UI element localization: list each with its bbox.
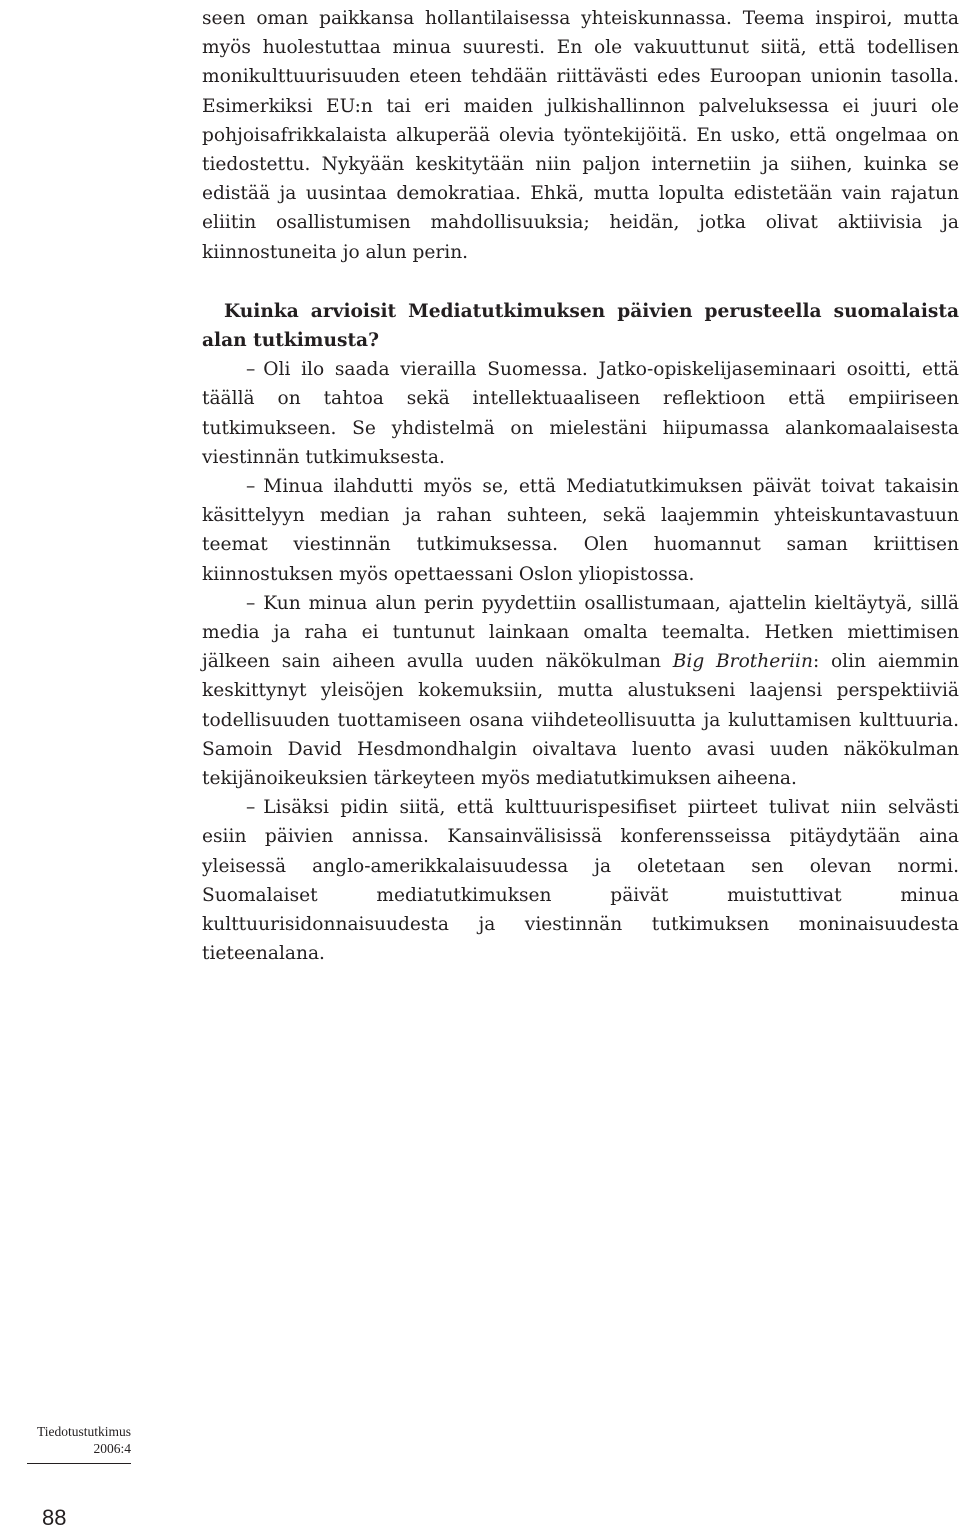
interview-question: Kuinka arvioisit Mediatutkimuksen päivien perusteella suomalaista alan tutkimusta? — [202, 300, 959, 352]
answer-text: : olin aiemmin keskittynyt yleisöjen kokemuksiin, mutta alustukseni laajensi perspektiiviä todellisuuden tuottamiseen osana viihdeteollisuutta ja kuluttamisen kulttuuria. Samoin David Hesdmondhalgin oivaltava luento avasi uuden näkökulman tekijänoikeuksien tärkeyteen myös mediatutkimuksen aiheena. — [202, 651, 959, 790]
answer-text: Minua ilahdutti myös se, että Mediatutkimuksen päivät toivat takaisin käsittelyyn median ja rahan suhteen, sekä laajemmin yhteiskuntavastuun teemat viestinnän tutkimuksessa. Olen huomannut saman kriittisen kiinnostuksen myös opettaessani Oslon yliopistossa. — [202, 476, 959, 585]
paragraph-continued: seen oman paikkansa hollantilaisessa yhteiskunnassa. Teema inspiroi, mutta myös huolestuttaa minua suuresti. En ole vakuuttunut siitä, että todellisen monikulttuurisuuden eteen tehdään riittävästi edes Euroopan unionin tasolla. Esimerkiksi EU:n tai eri maiden julkishallinnon palveluksessa ei juuri ole pohjoisafrikkalaista alkuperää olevia työntekijöitä. En usko, että ongelmaa on tiedostettu. Nykyään keskitytään niin paljon internetiin ja siihen, kuinka se edistää ja uusintaa demokratiaa. Ehkä, mutta lopulta edistetään vain rajatun eliitin osallistumisen mahdollisuuksia; heidän, jotka olivat aktiivisia ja kiinnostuneita jo alun perin. — [202, 8, 959, 263]
dash: – — [246, 797, 256, 819]
answer-paragraph-3 — [202, 589, 959, 793]
answer-text: Lisäksi pidin siitä, että kulttuurispesifiset piirteet tulivat niin selvästi esiin päivien annissa. Kansainvälisissä konferensseissa pitäydytään aina yleisessä anglo-amerikkalaisuudessa ja oletetaan sen olevan normi. Suomalaiset mediatutkimuksen päivät muistuttivat minua kulttuurisidonnaisuudesta ja viestinnän tutkimuksen moninaisuudesta tieteenalana. — [202, 797, 959, 965]
footer-divider — [27, 1463, 131, 1464]
program-title: Big Brotheriin — [672, 651, 813, 673]
journal-issue: 2006:4 — [93, 1441, 131, 1456]
dash: – — [246, 592, 256, 614]
journal-name: Tiedotustutkimus — [36, 1424, 131, 1439]
article-body — [202, 4, 959, 969]
dash: – — [246, 476, 256, 498]
answer-paragraph-2 — [202, 472, 959, 589]
page-number: 88 — [42, 1505, 67, 1530]
journal-footer — [0, 1423, 131, 1457]
dash: – — [246, 359, 256, 381]
answer-text: Oli ilo saada vierailla Suomessa. Jatko-opiskelijaseminaari osoitti, että täällä on tahtoa sekä intellektuaaliseen reflektioon että empiiriseen tutkimukseen. Se yhdistelmä on mielestäni hiipumassa alankomaalaisesta viestinnän tutkimuksesta. — [202, 359, 959, 468]
answer-paragraph-4 — [202, 793, 959, 968]
answer-paragraph-1 — [202, 355, 959, 472]
answer-text: Kun minua alun perin pyydettiin osallistumaan, ajattelin kieltäytyä, sillä media ja raha ei tuntunut lainkaan omalta teemalta. Hetken miettimisen jälkeen sain aiheen avulla uuden näkökulman — [202, 592, 959, 673]
